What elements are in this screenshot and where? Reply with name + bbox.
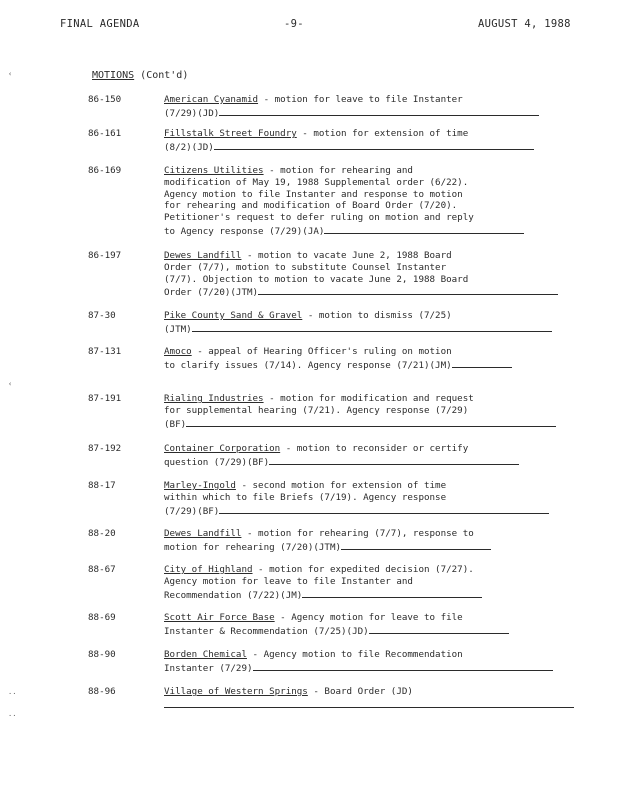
party-name: Amoco (164, 346, 192, 357)
docket-number: 87-191 (88, 393, 122, 404)
item-text (164, 564, 584, 601)
docket-number: 86-169 (88, 165, 122, 176)
item-description: - motion to dismiss (7/25) (JTM) (164, 310, 452, 335)
party-name: Fillstalk Street Foundry (164, 128, 297, 139)
fill-line (324, 224, 524, 234)
docket-number: 86-161 (88, 128, 122, 139)
fill-line (186, 417, 556, 427)
party-name: Rialing Industries (164, 393, 264, 404)
item-description: - motion for leave to file Instanter (7/29)(JD) (164, 94, 463, 119)
party-name: Dewes Landfill (164, 250, 242, 261)
item-description: - motion to reconsider or certify question (7/29)(BF) (164, 443, 469, 468)
party-name: Citizens Utilities (164, 165, 264, 176)
item-text (164, 443, 584, 469)
docket-number: 88-69 (88, 612, 116, 623)
party-name: Village of Western Springs (164, 686, 308, 697)
item-description: - Agency motion to file Recommendation Instanter (7/29) (164, 649, 463, 674)
docket-number: 87-131 (88, 346, 122, 357)
docket-number: 88-20 (88, 528, 116, 539)
fill-line (369, 624, 509, 634)
fill-line (269, 455, 519, 465)
item-text (164, 686, 584, 712)
party-name: Pike County Sand & Gravel (164, 310, 303, 321)
party-name: City of Highland (164, 564, 253, 575)
fill-line (302, 588, 482, 598)
fill-line (258, 285, 558, 295)
item-description: - motion for rehearing and modification of May 19, 1988 Supplemental order (6/22). Agency motion to file Instanter and response to motion for rehearing and modification of Board Order (7/20). Petitioner's request to defer ruling on motion and reply to Agency response (7/29)(JA) (164, 165, 474, 237)
item-text (164, 94, 584, 120)
docket-number: 87-192 (88, 443, 122, 454)
fill-line (219, 504, 549, 514)
item-text (164, 310, 584, 336)
docket-number: 86-197 (88, 250, 122, 261)
fill-line (192, 322, 552, 332)
margin-mark: .. (8, 710, 17, 718)
party-name: Marley-Ingold (164, 480, 236, 491)
item-description: - motion to vacate June 2, 1988 Board Order (7/7), motion to substitute Counsel Instanter (7/7). Objection to motion to vacate June 2, 1988 Board Order (7/20)(JTM) (164, 250, 469, 299)
item-description: - motion for modification and request for supplemental hearing (7/21). Agency response (7/29) (BF) (164, 393, 474, 430)
item-description: - second motion for extension of time within which to file Briefs (7/19). Agency response (7/29)(BF) (164, 480, 447, 517)
docket-number: 88-67 (88, 564, 116, 575)
fill-line (164, 698, 574, 708)
item-text (164, 649, 584, 675)
item-text (164, 165, 584, 238)
party-name: American Cyanamid (164, 94, 259, 105)
party-name: Borden Chemical (164, 649, 247, 660)
item-text (164, 528, 584, 554)
item-description: - Agency motion for leave to file Instanter & Recommendation (7/25)(JD) (164, 612, 463, 637)
page-number: -9- (284, 18, 304, 30)
party-name: Dewes Landfill (164, 528, 242, 539)
item-text (164, 480, 584, 517)
item-description: - motion for extension of time (8/2)(JD) (164, 128, 469, 153)
header-left: FINAL AGENDA (60, 18, 140, 30)
section-suffix: (Cont'd) (134, 70, 189, 81)
fill-line (341, 540, 491, 550)
item-description: - Board Order (JD) (307, 686, 413, 697)
fill-line (219, 106, 539, 116)
docket-number: 88-17 (88, 480, 116, 491)
margin-mark: ‹ (8, 380, 13, 388)
margin-mark: .. (8, 688, 17, 696)
docket-number: 87-30 (88, 310, 116, 321)
section-heading (92, 70, 188, 81)
item-description: - appeal of Hearing Officer's ruling on motion to clarify issues (7/14). Agency response (7/21)(JM) (164, 346, 452, 371)
docket-number: 86-150 (88, 94, 122, 105)
fill-line (214, 140, 534, 150)
docket-number: 88-90 (88, 649, 116, 660)
party-name: Scott Air Force Base (164, 612, 275, 623)
item-text (164, 393, 584, 430)
item-description: - motion for rehearing (7/7), response to motion for rehearing (7/20)(JTM) (164, 528, 474, 553)
item-description: - motion for expedited decision (7/27). Agency motion for leave to file Instanter and Recommendation (7/22)(JM) (164, 564, 474, 601)
agenda-date: AUGUST 4, 1988 (478, 18, 571, 30)
item-text (164, 346, 584, 372)
margin-mark: ‹ (8, 70, 13, 78)
item-text (164, 250, 584, 299)
fill-line (253, 661, 553, 671)
section-title: MOTIONS (92, 70, 135, 81)
party-name: Container Corporation (164, 443, 281, 454)
fill-line (452, 358, 512, 368)
item-text (164, 128, 584, 154)
docket-number: 88-96 (88, 686, 116, 697)
item-text (164, 612, 584, 638)
